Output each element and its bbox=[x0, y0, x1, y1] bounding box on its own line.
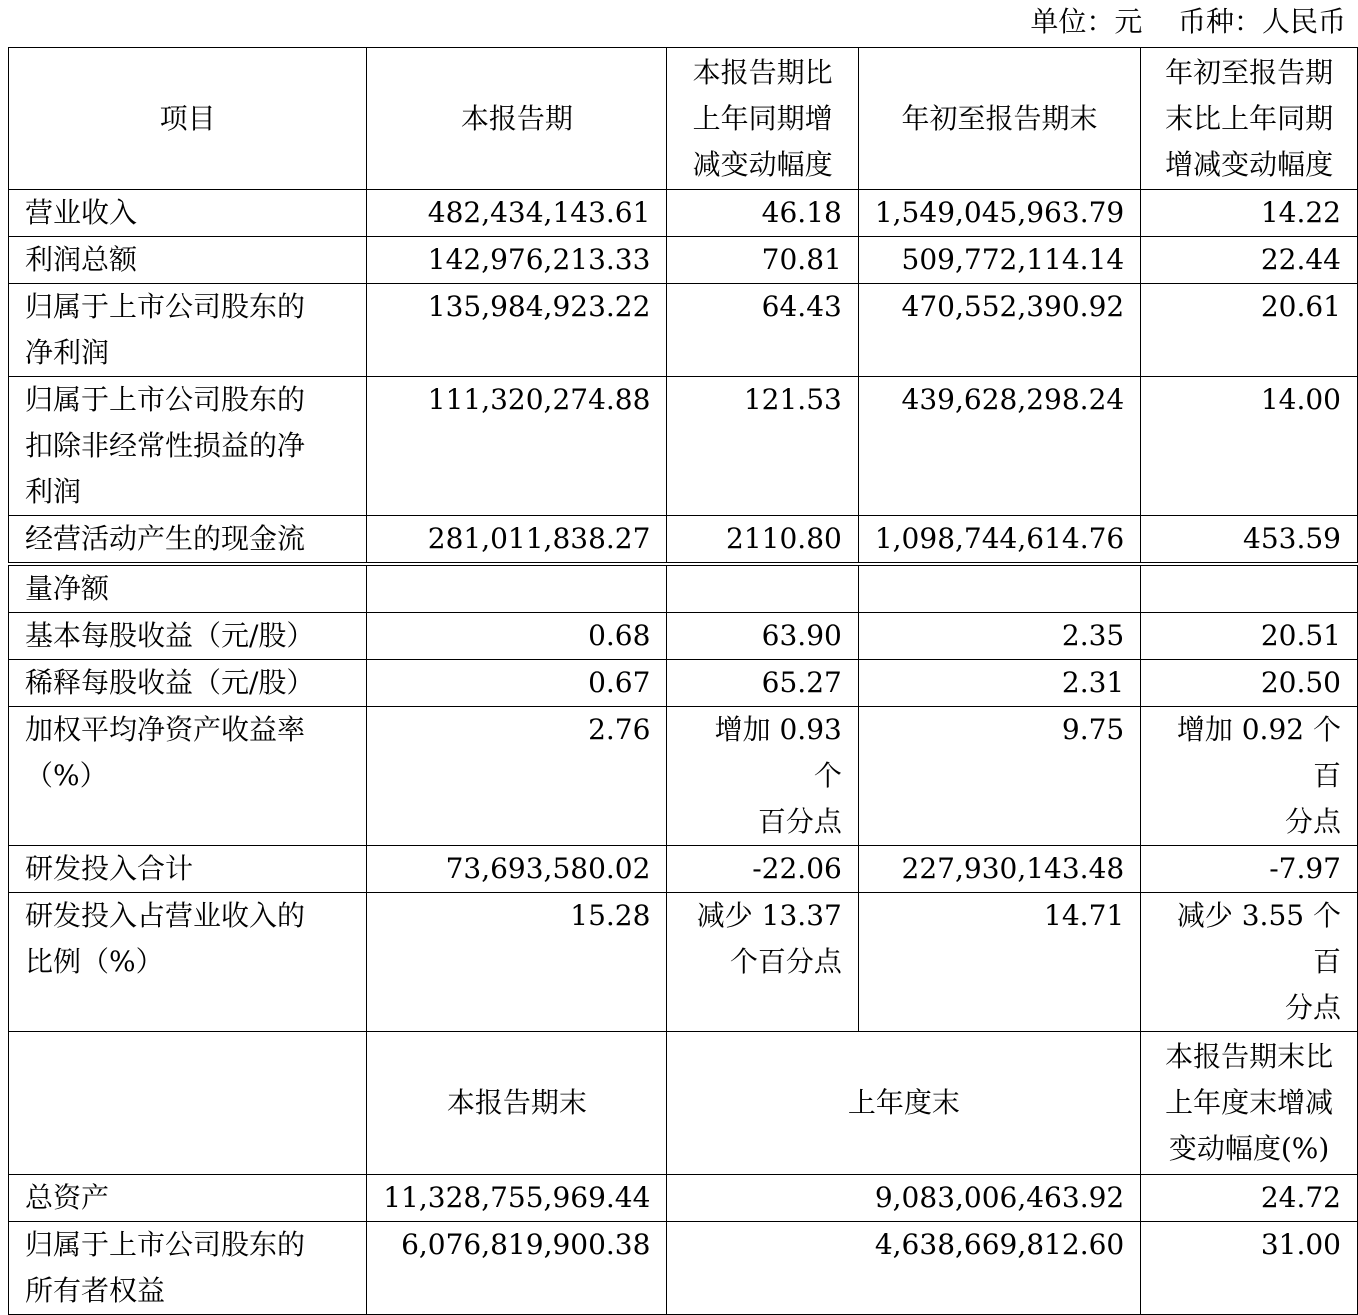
row-label: 基本每股收益（元/股） bbox=[9, 613, 367, 660]
cell-ytd-yoy: 20.51 bbox=[1141, 613, 1358, 660]
row-label: 研发投入占营业收入的 比例（%） bbox=[9, 893, 367, 1032]
cell-ytd-yoy: 20.50 bbox=[1141, 660, 1358, 707]
cell-ytd bbox=[858, 564, 1140, 613]
header2-item bbox=[9, 1032, 367, 1175]
cell-current: 135,984,923.22 bbox=[367, 284, 667, 377]
cell-current: 0.67 bbox=[367, 660, 667, 707]
cell-ytd: 509,772,114.14 bbox=[858, 237, 1140, 284]
table-row bbox=[9, 1175, 1358, 1222]
cell-ytd: 14.71 bbox=[858, 893, 1140, 1032]
cell-period-end: 6,076,819,900.38 bbox=[367, 1222, 667, 1315]
header-current-period: 本报告期 bbox=[367, 48, 667, 190]
cell-ytd: 227,930,143.48 bbox=[858, 846, 1140, 893]
cell-ytd-yoy: 14.00 bbox=[1141, 377, 1358, 516]
cell-ytd-yoy: 增加 0.92 个百 分点 bbox=[1141, 707, 1358, 846]
cell-current: 15.28 bbox=[367, 893, 667, 1032]
row-label: 稀释每股收益（元/股） bbox=[9, 660, 367, 707]
cell-current-yoy: 减少 13.37 个百分点 bbox=[667, 893, 858, 1032]
cell-current: 73,693,580.02 bbox=[367, 846, 667, 893]
cell-ytd-yoy: 14.22 bbox=[1141, 190, 1358, 237]
table-row bbox=[9, 893, 1358, 1032]
row-label: 营业收入 bbox=[9, 190, 367, 237]
cell-ytd: 2.35 bbox=[858, 613, 1140, 660]
cell-current-yoy: -22.06 bbox=[667, 846, 858, 893]
unit-currency-note: 单位：元 币种：人民币 bbox=[1030, 5, 1346, 38]
table-row bbox=[9, 377, 1358, 516]
cell-current-yoy: 64.43 bbox=[667, 284, 858, 377]
cell-current: 142,976,213.33 bbox=[367, 237, 667, 284]
table-row bbox=[9, 190, 1358, 237]
row-label: 归属于上市公司股东的 所有者权益 bbox=[9, 1222, 367, 1315]
header2-period-end: 本报告期末 bbox=[367, 1032, 667, 1175]
row-label: 研发投入合计 bbox=[9, 846, 367, 893]
cell-ytd-yoy: -7.97 bbox=[1141, 846, 1358, 893]
cell-current: 482,434,143.61 bbox=[367, 190, 667, 237]
row-label: 加权平均净资产收益率 （%） bbox=[9, 707, 367, 846]
table-row bbox=[9, 564, 1358, 613]
header-ytd: 年初至报告期末 bbox=[858, 48, 1140, 190]
cell-ytd: 1,098,744,614.76 bbox=[858, 516, 1140, 565]
row-label: 归属于上市公司股东的 扣除非经常性损益的净 利润 bbox=[9, 377, 367, 516]
cell-current-yoy: 2110.80 bbox=[667, 516, 858, 565]
cell-current-yoy: 121.53 bbox=[667, 377, 858, 516]
table-row bbox=[9, 660, 1358, 707]
row-label: 量净额 bbox=[9, 564, 367, 613]
cell-period-end: 11,328,755,969.44 bbox=[367, 1175, 667, 1222]
cell-current-yoy bbox=[667, 564, 858, 613]
cell-ytd: 470,552,390.92 bbox=[858, 284, 1140, 377]
cell-ytd-yoy: 453.59 bbox=[1141, 516, 1358, 565]
cell-ytd: 2.31 bbox=[858, 660, 1140, 707]
header-ytd-yoy: 年初至报告期 末比上年同期 增减变动幅度 bbox=[1141, 48, 1358, 190]
table-row bbox=[9, 613, 1358, 660]
cell-current-yoy: 70.81 bbox=[667, 237, 858, 284]
cell-current-yoy: 63.90 bbox=[667, 613, 858, 660]
table-row bbox=[9, 284, 1358, 377]
table-row bbox=[9, 707, 1358, 846]
cell-ytd-yoy: 20.61 bbox=[1141, 284, 1358, 377]
cell-current: 0.68 bbox=[367, 613, 667, 660]
financial-data-table bbox=[8, 47, 1358, 1315]
cell-ytd: 1,549,045,963.79 bbox=[858, 190, 1140, 237]
cell-prior-year-end: 4,638,669,812.60 bbox=[667, 1222, 1141, 1315]
header-current-yoy: 本报告期比 上年同期增 减变动幅度 bbox=[667, 48, 858, 190]
cell-current-yoy: 增加 0.93 个 百分点 bbox=[667, 707, 858, 846]
cell-current: 2.76 bbox=[367, 707, 667, 846]
cell-current-yoy: 65.27 bbox=[667, 660, 858, 707]
cell-change: 24.72 bbox=[1141, 1175, 1358, 1222]
cell-current-yoy: 46.18 bbox=[667, 190, 858, 237]
table-header-row-2 bbox=[9, 1032, 1358, 1175]
table-row bbox=[9, 1222, 1358, 1315]
table-row bbox=[9, 846, 1358, 893]
cell-current: 281,011,838.27 bbox=[367, 516, 667, 565]
cell-current: 111,320,274.88 bbox=[367, 377, 667, 516]
cell-change: 31.00 bbox=[1141, 1222, 1358, 1315]
cell-ytd: 9.75 bbox=[858, 707, 1140, 846]
header-item: 项目 bbox=[9, 48, 367, 190]
table-header-row bbox=[9, 48, 1358, 190]
row-label: 总资产 bbox=[9, 1175, 367, 1222]
header2-change: 本报告期末比 上年度末增减 变动幅度(%) bbox=[1141, 1032, 1358, 1175]
row-label: 利润总额 bbox=[9, 237, 367, 284]
cell-ytd-yoy: 22.44 bbox=[1141, 237, 1358, 284]
row-label: 经营活动产生的现金流 bbox=[9, 516, 367, 565]
cell-ytd-yoy: 减少 3.55 个百 分点 bbox=[1141, 893, 1358, 1032]
cell-ytd: 439,628,298.24 bbox=[858, 377, 1140, 516]
row-label: 归属于上市公司股东的 净利润 bbox=[9, 284, 367, 377]
cell-current bbox=[367, 564, 667, 613]
header2-prior-year-end: 上年度末 bbox=[667, 1032, 1141, 1175]
table-row bbox=[9, 237, 1358, 284]
cell-prior-year-end: 9,083,006,463.92 bbox=[667, 1175, 1141, 1222]
table-row bbox=[9, 516, 1358, 565]
cell-ytd-yoy bbox=[1141, 564, 1358, 613]
